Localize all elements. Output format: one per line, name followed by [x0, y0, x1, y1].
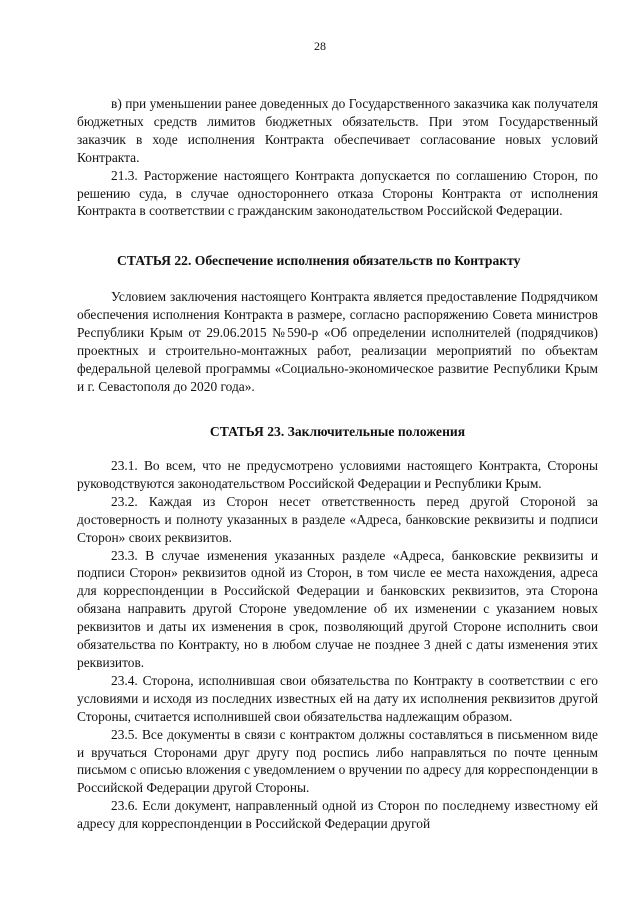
paragraph-23-3: 23.3. В случае изменения указанных разделе «Адреса, банковские реквизиты и подписи Сторон» реквизитов одной из Сторон, в том числе ее места нахождения, адреса для корреспонденции в Российской Федерации и банковских реквизитов, эта Сторона обязана направить другой Стороне уведомление об их изменении с указанием новых реквизитов и даты их изменения в срок, позволяющий другой Стороне исполнить свои обязательства по Контракту, но в любом случае не позднее 3 дней с даты изменения этих реквизитов. [77, 547, 598, 670]
paragraph-23-5: 23.5. Все документы в связи с контрактом должны составляться в письменном виде и вручаться Сторонами друг другу под роспись либо направляться по почте ценным письмом с описью вложения с уведомлением о вручении по адресу для корреспонденции в Российской Федерации другой Стороны. [77, 726, 598, 796]
article-22-block [77, 288, 598, 395]
paragraph-23-6: 23.6. Если документ, направленный одной из Сторон по последнему известному ей адресу для корреспонденции в Российской Федерации другой [77, 798, 598, 832]
heading-article-22: СТАТЬЯ 22. Обеспечение исполнения обязательств по Контракту [117, 253, 521, 268]
paragraph-article-22: Условием заключения настоящего Контракта является предоставление Подрядчиком обеспечения исполнения Контракта в размере, согласно распоряжению Совета министров Республики Крым от 29.06.2015 №590-р «Об определении исполнителей (подрядчиков) проектных и строительно-монтажных работ, реализации мероприятий по объектам федеральной целевой программы «Социально-экономическое развитие Республики Крым и г. Севастополя до 2020 года». [77, 289, 598, 394]
page-number: 28 [314, 39, 326, 53]
article-23-block [77, 457, 598, 833]
continuation-block [77, 95, 598, 220]
paragraph-23-2: 23.2. Каждая из Сторон несет ответственность перед другой Стороной за достоверность и полноту указанных в разделе «Адреса, банковские реквизиты и подписи Сторон» своих реквизитов. [77, 493, 598, 545]
paragraph-21-2-c: в) при уменьшении ранее доведенных до Государственного заказчика как получателя бюджетных средств лимитов бюджетных обязательств. При этом Государственный заказчик в ходе исполнения Контракта обеспечивает согласование новых условий Контракта. [77, 96, 598, 165]
paragraph-21-3: 21.3. Расторжение настоящего Контракта допускается по соглашению Сторон, по решению суда, в случае одностороннего отказа Стороны Контракта от исполнения Контракта в соответствии с гражданским законодательством Российской Федерации. [77, 167, 598, 219]
paragraph-23-1: 23.1. Во всем, что не предусмотрено условиями настоящего Контракта, Стороны руководствуются законодательством Российской Федерации и Республики Крым. [77, 458, 598, 491]
heading-article-23: СТАТЬЯ 23. Заключительные положения [209, 424, 466, 439]
paragraph-23-4: 23.4. Сторона, исполнившая свои обязательства по Контракту в соответствии с его условиями и исходя из последних известных ей на дату их исполнения реквизитов другой Стороны, считается исполнившей свои обязательства надлежащим образом. [77, 672, 598, 724]
